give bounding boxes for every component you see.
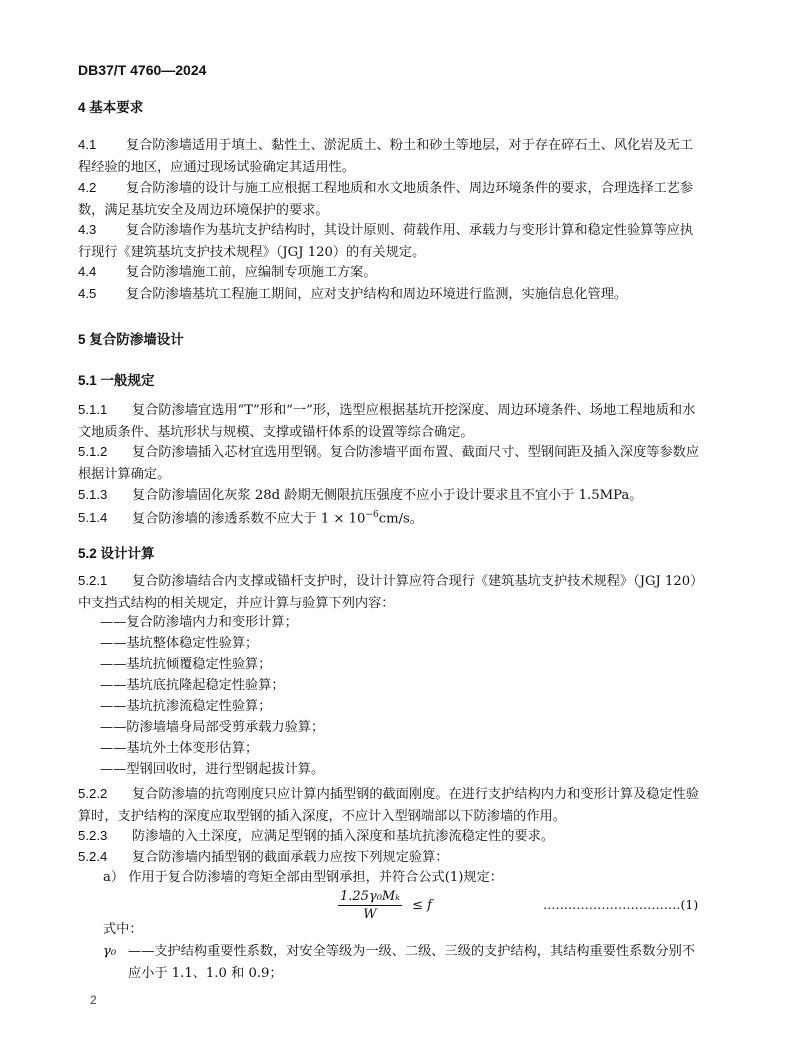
section-5-1-title: 5.1 一般规定 [78,373,155,388]
clause-text-unit: cm/s。 [378,511,423,527]
exponent: −6 [365,510,379,520]
formula-1 [338,888,432,923]
equation-label: ……………………………(1) [543,897,699,912]
list-item-a: a） 作用于复合防渗墙的弯矩全部由型钢承担，并符合公式(1)规定： [103,870,503,885]
list-item: ——型钢回收时，进行型钢起拔计算。 [100,762,325,777]
symbol-definition: ——支护结构重要性系数，对安全等级为一级、二级、三级的支护结构，其结构重要性系数分别不应小于 1.1、1.0 和 0.9； [128,944,696,981]
clause-number: 4.4 [78,264,97,279]
clause-text: 复合防渗墙宜选用“T”形和“一”形，选型应根据基坑开挖深度、周边环境条件、场地工程地质和水文地质条件、基坑形状与规模、支撑或锚杆体系的设置等综合确定。 [78,403,696,440]
clause-4-4 [78,261,702,284]
clause-text: 复合防渗墙施工前，应编制专项施工方案。 [126,265,377,280]
list-item: ——基坑整体稳定性验算； [100,636,259,651]
clause-text: 复合防渗墙插入芯材宜选用型钢。复合防渗墙平面布置、截面尺寸、型钢间距及插入深度等参数应根据计算确定。 [78,445,700,482]
clause-4-1 [78,134,702,178]
list-item: ——防渗墙墙身局部受剪承载力验算； [100,720,325,735]
list-item: ——基坑底抗隆起稳定性验算； [100,678,285,693]
clause-number: 4.3 [78,222,97,237]
clause-number: 5.1.1 [78,402,108,417]
clause-5-1-2 [78,441,702,485]
clause-5-1-4 [78,505,702,530]
clause-number: 5.1.2 [78,444,108,459]
clause-4-5 [78,283,702,306]
clause-text: 复合防渗墙固化灰浆 28d 龄期无侧限抗压强度不应小于设计要求且不宜小于 1.5MPa。 [132,488,643,503]
clause-text: 复合防渗墙内插型钢的截面承载力应按下列规定验算： [132,850,449,865]
clause-number: 4.1 [78,137,97,152]
symbol-gamma0: γ₀ [103,944,117,959]
clause-5-2-1 [78,570,702,614]
clause-text: 复合防渗墙适用于填土、黏性土、淤泥质土、粉土和砂土等地层，对于存在碎石土、风化岩及无工程经验的地区，应通过现场试验确定其适用性。 [78,138,694,175]
clause-5-2-2 [78,783,702,827]
formula-denominator: W [363,907,377,922]
clause-number: 5.1.4 [78,510,108,526]
clause-number: 5.2.1 [78,573,108,588]
page-number: 2 [90,993,97,1007]
clause-5-1-3 [78,484,702,507]
clause-text: 复合防渗墙结合内支撑或锚杆支护时，设计计算应符合现行《建筑基坑支护技术规程》（JGJ 120）中支挡式结构的相关规定，并应计算与验算下列内容： [78,574,697,611]
section-5-2-title: 5.2 设计计算 [78,546,155,561]
clause-number: 4.5 [78,286,97,301]
clause-number: 5.2.3 [78,828,108,843]
clause-text: 复合防渗墙作为基坑支护结构时，其设计原则、荷载作用、承载力与变形计算和稳定性验算等应执行现行《建筑基坑支护技术规程》（JGJ 120）的有关规定。 [78,223,694,260]
clause-text: 复合防渗墙的渗透系数不应大于 1 × 10 [132,511,366,527]
formula-rhs: ≤ f [412,898,432,913]
clause-number: 5.1.3 [78,487,108,502]
clause-text: 复合防渗墙基坑工程施工期间，应对支护结构和周边环境进行监测，实施信息化管理。 [126,287,628,302]
list-item: ——基坑抗倾覆稳定性验算； [100,657,272,672]
formula-numerator: 1.25γ₀Mₖ [340,889,400,904]
where-label: 式中： [103,922,143,937]
clause-text: 复合防渗墙的抗弯刚度只应计算内插型钢的截面刚度。在进行支护结构内力和变形计算及稳定性验算时，支护结构的深度应取型钢的插入深度，不应计入型钢端部以下防渗墙的作用。 [78,787,700,824]
clause-number: 5.2.2 [78,786,108,801]
clause-text: 复合防渗墙的设计与施工应根据工程地质和水文地质条件、周边环境条件的要求，合理选择工艺参数，满足基坑安全及周边环境保护的要求。 [78,181,694,218]
list-item: ——基坑外土体变形估算； [100,741,259,756]
clause-number: 5.2.4 [78,849,108,864]
clause-text: 防渗墙的入土深度，应满足型钢的插入深度和基坑抗渗流稳定性的要求。 [132,829,554,844]
list-item: ——复合防渗墙内力和变形计算； [100,615,298,630]
list-item: ——基坑抗渗流稳定性验算； [100,699,272,714]
clause-5-1-1 [78,399,702,443]
clause-number: 4.2 [78,180,97,195]
clause-4-3 [78,219,702,263]
formula-fraction [338,888,402,923]
clause-5-2-3 [78,825,702,848]
document-id: DB37/T 4760—2024 [78,62,207,78]
clause-5-2-4 [78,846,702,869]
section-4-title: 4 基本要求 [78,100,144,115]
section-5-title: 5 复合防渗墙设计 [78,332,184,347]
clause-4-2 [78,177,702,221]
